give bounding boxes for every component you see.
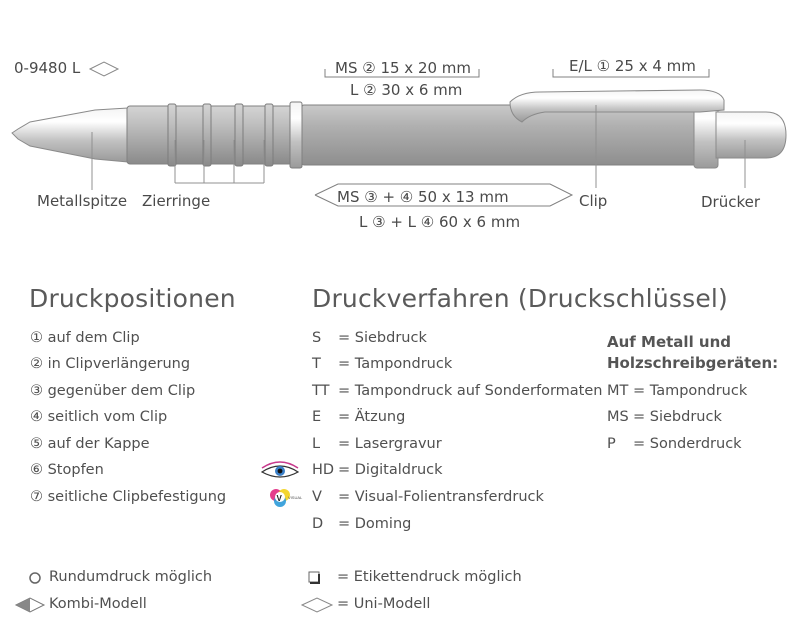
label-metal-tip: Metallspitze <box>37 192 128 210</box>
position-item: ④ seitlich vom Clip <box>30 409 168 425</box>
metal-code: MT <box>607 383 629 399</box>
position-item: ③ gegenüber dem Clip <box>30 383 196 399</box>
dim-l-opposite-side: L ③ + L ④ 60 x 6 mm <box>359 213 521 231</box>
method-text: = Ätzung <box>338 409 406 425</box>
dim-el-clip: E/L ① 25 x 4 mm <box>569 57 696 75</box>
dim-ms-clip-extension: MS ② 15 x 20 mm <box>335 59 472 77</box>
method-text: = Digitaldruck <box>338 462 443 478</box>
method-item <box>312 356 452 372</box>
pusher-button <box>716 112 786 158</box>
svg-text:VISUAL: VISUAL <box>288 495 303 500</box>
article-number: 0-9480 L <box>14 59 81 77</box>
method-item <box>312 516 411 532</box>
dim-ms-opposite-side: MS ③ + ④ 50 x 13 mm <box>337 188 509 206</box>
metal-item <box>607 436 742 452</box>
position-item: ② in Clipverlängerung <box>30 356 191 372</box>
method-item <box>312 330 427 346</box>
metal-code: MS <box>607 409 629 425</box>
metal-title <box>607 332 778 374</box>
legend-label-print: = Etikettendruck möglich <box>337 569 522 585</box>
method-code: E <box>312 409 322 425</box>
grip-section <box>127 106 303 164</box>
legend-kombi-model: Kombi-Modell <box>49 596 147 612</box>
metal-item <box>607 409 722 425</box>
positions-title: Druckpositionen <box>29 284 236 313</box>
method-code: T <box>312 356 321 372</box>
method-code: S <box>312 330 322 346</box>
round-print-icon <box>30 573 40 583</box>
method-item <box>312 409 405 425</box>
metal-title-line1: Auf Metall und <box>607 333 732 351</box>
position-item: ⑥ Stopfen <box>30 462 104 478</box>
uni-model-diamond-icon <box>90 62 118 76</box>
method-text: = Lasergravur <box>338 436 442 452</box>
barrel <box>302 105 702 165</box>
metal-code: P <box>607 436 616 452</box>
method-item <box>312 383 602 399</box>
metal-text: = Tampondruck <box>633 383 748 399</box>
position-item: ① auf dem Clip <box>30 330 140 346</box>
metal-title-line2: Holzschreibgeräten: <box>607 354 779 372</box>
label-decor-rings: Zierringe <box>142 192 211 210</box>
position-item: ⑤ auf der Kappe <box>30 436 150 452</box>
method-item <box>312 489 544 505</box>
metal-text: = Siebdruck <box>633 409 722 425</box>
metal-item <box>607 383 747 399</box>
label-clip: Clip <box>579 192 608 210</box>
eye-icon <box>262 462 298 477</box>
label-print-icon <box>309 572 320 583</box>
methods-title: Druckverfahren (Druckschlüssel) <box>312 284 729 313</box>
method-text: = Tampondruck <box>338 356 453 372</box>
metal-tip <box>12 108 128 162</box>
method-item <box>312 462 443 478</box>
method-code: TT <box>312 383 330 399</box>
uni-model-icon <box>302 598 332 612</box>
kombi-model-icon <box>16 598 44 612</box>
metal-text: = Sonderdruck <box>633 436 742 452</box>
label-pusher: Drücker <box>701 193 761 211</box>
method-text: = Siebdruck <box>338 330 427 346</box>
position-item: ⑦ seitliche Clipbefestigung <box>30 489 227 505</box>
method-text: = Doming <box>338 516 412 532</box>
method-code: V <box>312 489 322 505</box>
method-text: = Visual-Folientransferdruck <box>338 489 544 505</box>
method-code: D <box>312 516 324 532</box>
legend-uni-model: = Uni-Modell <box>337 596 431 612</box>
method-code: HD <box>312 462 335 478</box>
dim-l-clip-extension: L ② 30 x 6 mm <box>350 81 463 99</box>
legend-round-print: Rundumdruck möglich <box>49 569 213 585</box>
method-text: = Tampondruck auf Sonderformaten <box>338 383 603 399</box>
visual-transfer-icon <box>270 489 303 507</box>
method-code: L <box>312 436 321 452</box>
method-item <box>312 436 442 452</box>
svg-text:V: V <box>276 494 282 503</box>
